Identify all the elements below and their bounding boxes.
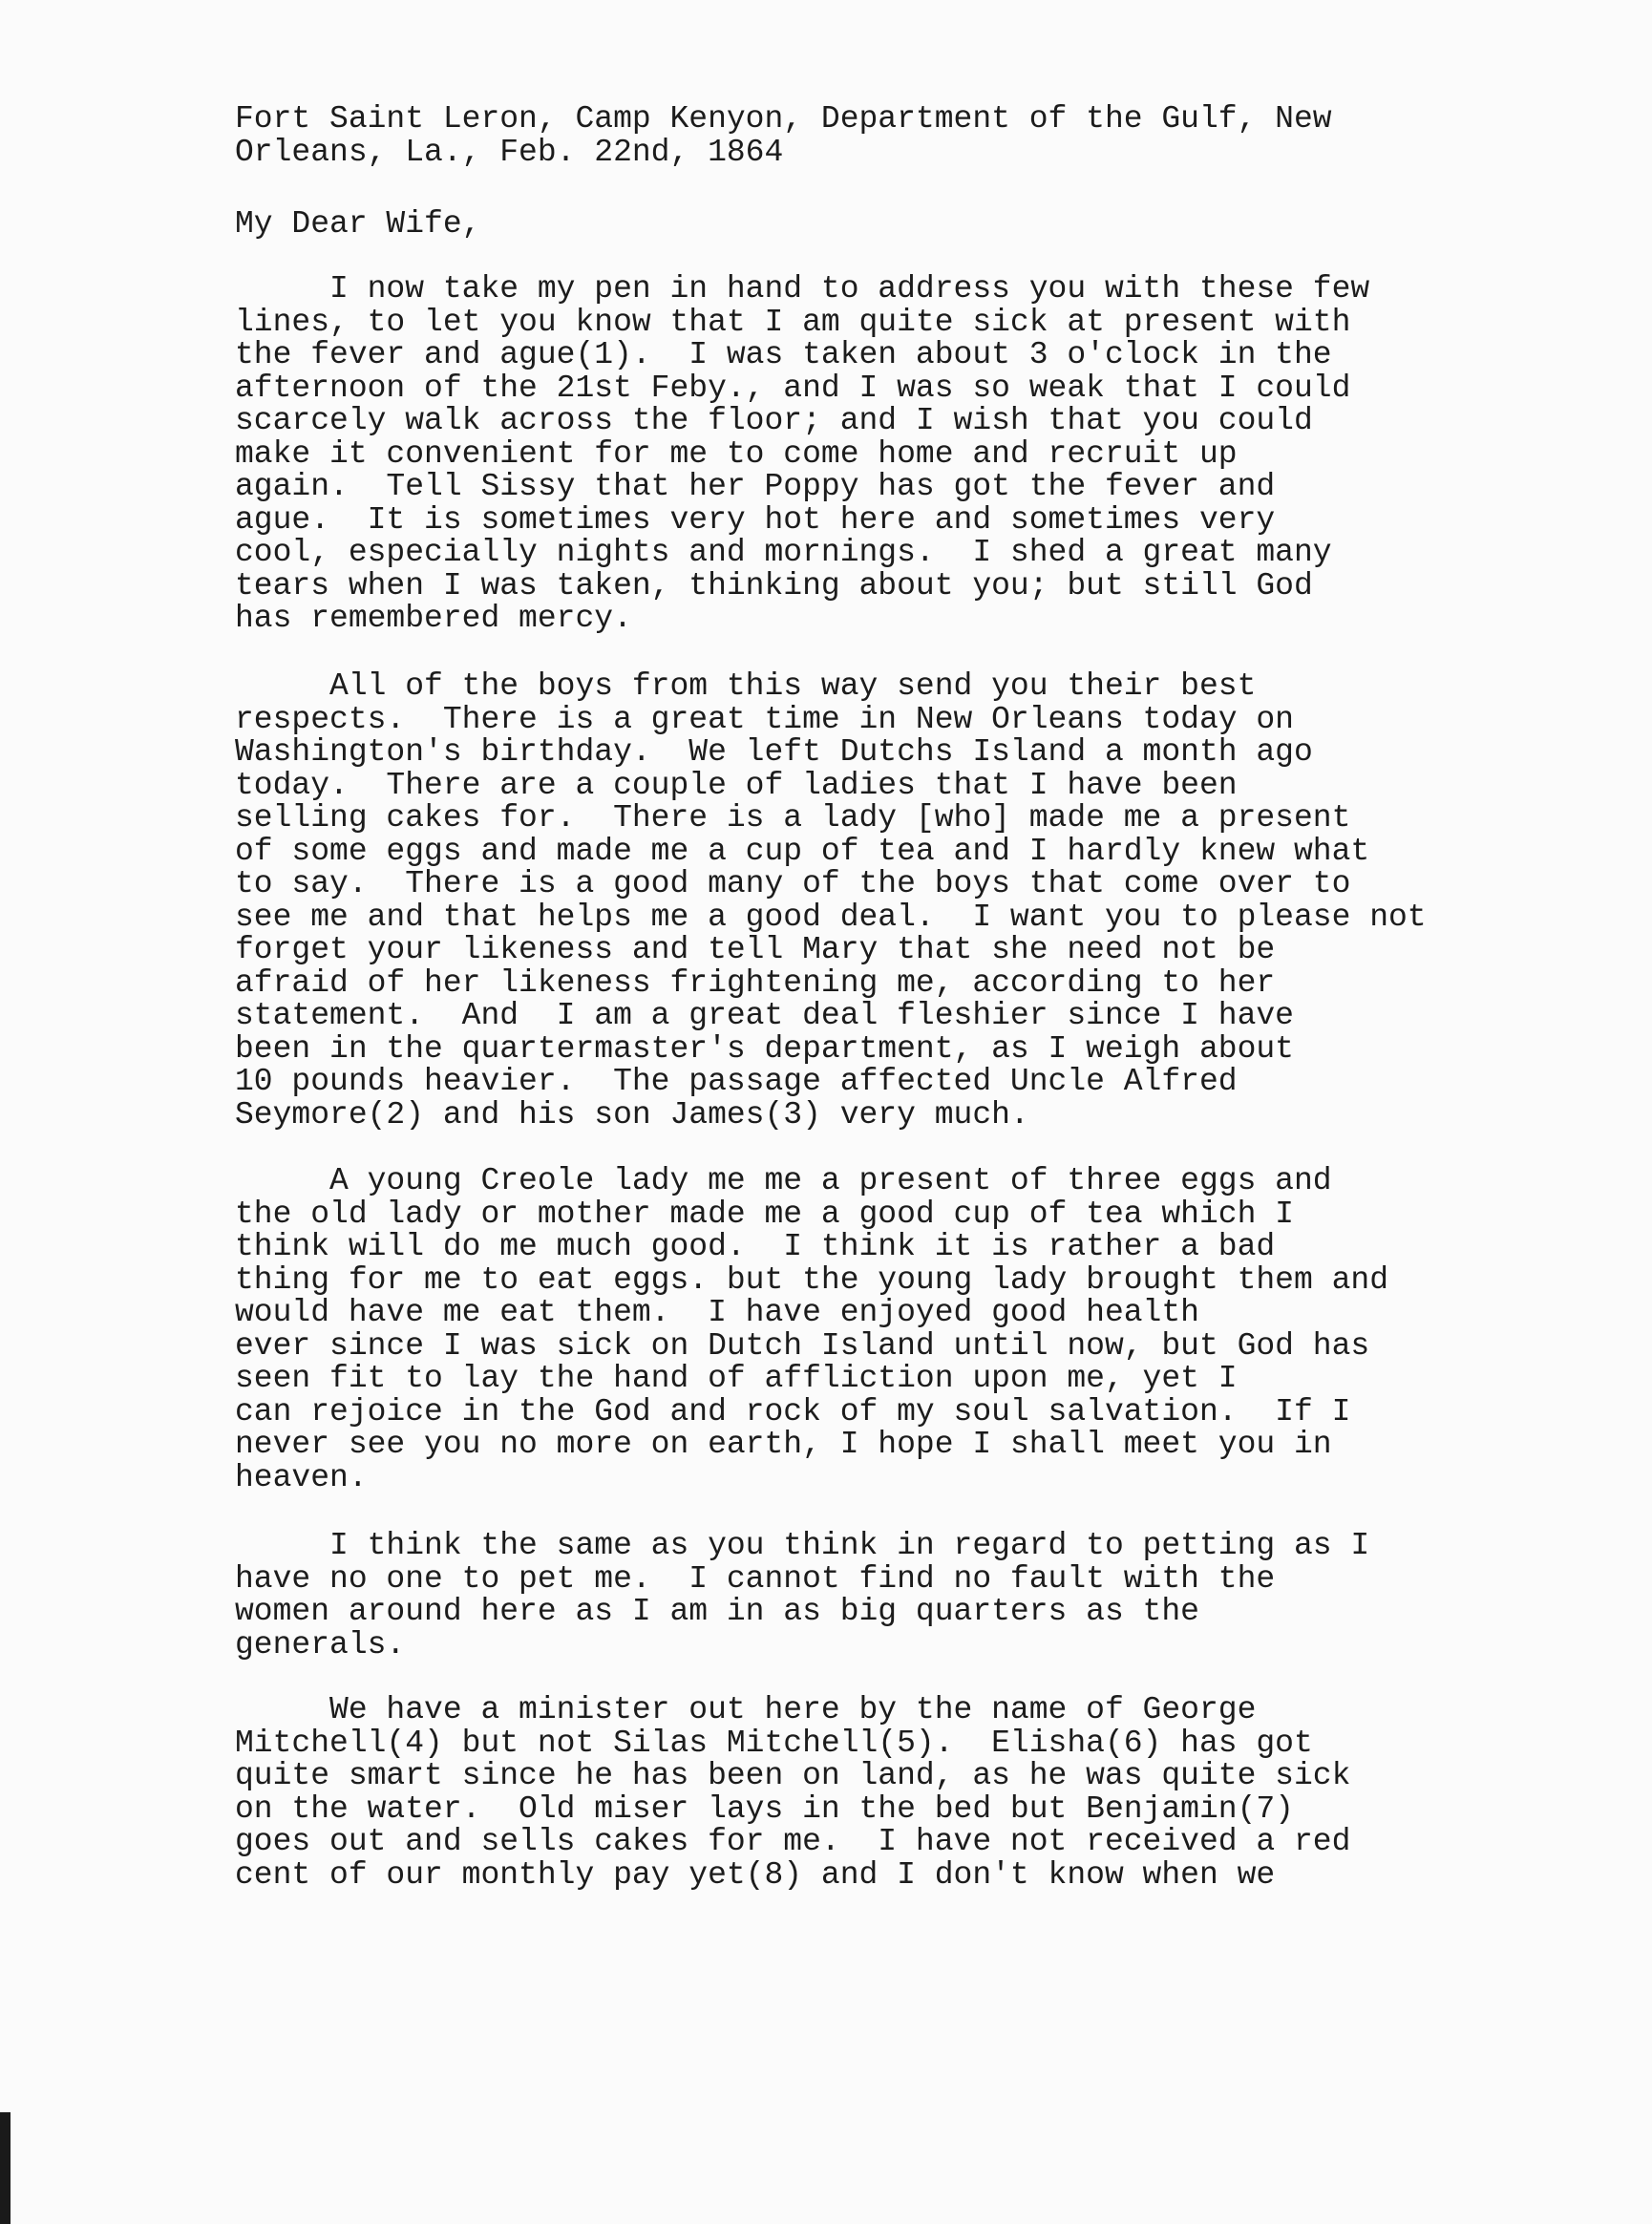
paragraph-2: All of the boys from this way send you their best respects. There is a great time in New Orleans today on Washington's birthday. We left Dutchs Island a month ago today. There are a couple of ladies that I have been selling cakes for. There is a lady [who] made me a present of some eggs and made me a cup of tea and I hardly knew what to say. There is a good many of the boys that come over to see me and that helps me a good deal. I want you to please not forget your likeness and tell Mary that she need not be afraid of her likeness frightening me, according to her statement. And I am a great deal fleshier since I have been in the quartermaster's department, as I weigh about 10 pounds heavier. The passage affected Uncle Alfred Seymore(2) and his son James(3) very much. <box>235 668 1427 1133</box>
paragraph-1: I now take my pen in hand to address you with these few lines, to let you know that I am quite sick at present with the fever and ague(1). I was taken about 3 o'clock in the afternoon of the 21st Feby., and I was so weak that I could scarcely walk across the floor; and I wish that you could make it convenient for me to come home and recruit up again. Tell Sissy that her Poppy has got the fever and ague. It is sometimes very hot here and sometimes very cool, especially nights and mornings. I shed a great many tears when I was taken, thinking about you; but still God has remembered mercy. <box>235 271 1370 636</box>
letter-heading: Fort Saint Leron, Camp Kenyon, Department of the Gulf, New Orleans, La., Feb. 22nd, 1864 <box>235 101 1332 170</box>
scan-edge-mark <box>0 2112 11 2224</box>
paragraph-4: I think the same as you think in regard to petting as I have no one to pet me. I cannot find no fault with the women around here as I am in as big quarters as the generals. <box>235 1528 1370 1663</box>
letter-salutation: My Dear Wife, <box>235 206 481 242</box>
paragraph-5: We have a minister out here by the name of George Mitchell(4) but not Silas Mitchell(5). Elisha(6) has got quite smart since he has been on land, as he was quite sick on the water. Old miser lays in the bed but Benjamin(7) goes out and sells cakes for me. I have not received a red cent of our monthly pay yet(8) and I don't know when we <box>235 1692 1351 1893</box>
paragraph-3: A young Creole lady me me a present of three eggs and the old lady or mother made me a good cup of tea which I think will do me much good. I think it is rather a bad thing for me to eat eggs. but the young lady brought them and would have me eat them. I have enjoyed good health ever since I was sick on Dutch Island until now, but God has seen fit to lay the hand of affliction upon me, yet I can rejoice in the God and rock of my soul salvation. If I never see you no more on earth, I hope I shall meet you in heaven. <box>235 1163 1388 1495</box>
